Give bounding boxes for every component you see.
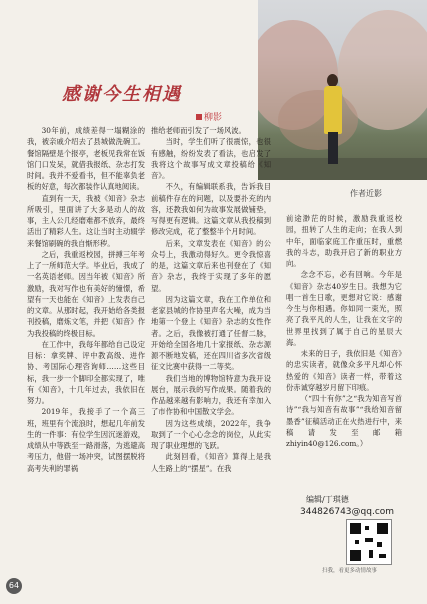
paragraph: 因为这篇文章，我在工作单位和老家县城的作协里声名大噪，成为当地第一个登上《知音》杂志的女性作者。之后，我像被打通了任督二脉，开始给全国各地几十家报纸、杂志源源不断地发稿，还在四川省多次省级征文比赛中获得一二等奖。 (151, 294, 271, 372)
article-column-1 (27, 125, 145, 474)
author-name: 柳影 (204, 113, 223, 123)
author-photo (258, 0, 427, 180)
qr-finder (350, 523, 361, 534)
contact-email[interactable]: 344826743@qq.com (300, 507, 395, 517)
paragraph: 直到有一天，我被《知音》杂志所吸引，里面讲了大多是动人的故事，主人公几经磨难都不放弃，最终活出了精彩人生。这让当时主动辍学来餐馆刷碗的我自惭形秽。 (27, 193, 145, 248)
paragraph: 推给老师而引发了一场风波。 (151, 126, 246, 135)
qr-caption: 扫我，看更多动情故事 (322, 568, 378, 574)
byline-marker-icon (196, 114, 202, 120)
photo-caption: 作者近影 (350, 189, 382, 198)
paragraph: 不久，有编辑联系我，告诉我目前稿件存在的问题，以及要扑充的内容，还教我如何为故事发展做铺垫，写得更有逻辑。这篇文章从我投稿到修改完成，花了整整半个月时间。 (151, 182, 271, 237)
qr-module (379, 554, 386, 558)
qr-module (365, 538, 373, 542)
paragraph: 念念不忘，必有回响。今年是《知音》杂志40岁生日。我想为它唱一首生日歌，更想对它说：感谢今生与你相遇。你如同一束光，照亮了我平凡的人生，让我在文字的世界里找到了属于自己的星辰大海。 (286, 270, 402, 347)
paragraph: 30年前，成绩差得一塌糊涂的我，被亲戚介绍去了县城做洗碗工。餐馆隔壁是个报亭，老板见我常在饭馆门口发呆，就借我报纸、杂志打发时间。我并不爱看书，但不能辜负老板的好意，每次都装作认真地阅读。 (27, 126, 145, 192)
qr-module (369, 550, 373, 558)
qr-finder (350, 550, 361, 561)
paragraph: （“四十有你”之“我为知音写首诗”“我与知音有故事”“我给知音留墨香”征稿活动正在火热进行中，来稿请发至邮箱zhiyin40@126.com。） (286, 394, 402, 448)
blossom-tree-shape (278, 90, 358, 150)
paragraph: 后来，文章发表在《知音》的公众号上，我激动得好久。更令我惊喜的是，这篇文章后来也刊登在了《知音》杂志，我终于实现了多年的愿望。 (151, 238, 271, 293)
qr-code-icon[interactable] (346, 519, 392, 565)
page-number: 64 (6, 578, 22, 594)
paragraph: 前途渺茫的时候，激励我重返校园，扭转了人生的走向；在我人到中年，面临家庭工作重压时，重燃我的斗志，助我开启了新的职业方向。 (286, 214, 402, 268)
paragraph: 因为这些成绩，2022年，我争取到了一个心心念念的岗位，从此实现了职业理想的飞跃。 (151, 418, 271, 450)
qr-module (355, 540, 359, 544)
person-coat (324, 86, 342, 134)
paragraph: 未来的日子，我依旧是《知音》的忠实读者，就像众多平凡却心怀热爱的《知音》读者一样，带着这份赤诚穿越岁月留下印痕。 (286, 349, 402, 392)
person-figure (322, 74, 344, 166)
article-column-2 (151, 125, 271, 474)
qr-module (377, 542, 382, 547)
paragraph: 此刻回看，《知音》算得上是我人生路上的“摆星”。在我 (151, 452, 271, 473)
paragraph: 之后，我重返校园，拼搏三年考上了一所师范大学。毕业后，我成了一名英语老师。因当年被《知音》所激励，我对写作也有美好的憧憬，希望有一天也能在《知音》上发表自己的文章。从那时起，我开始给各类报刊投稿，磨炼文笔，并把《知音》作为我投稿的终极目标。 (27, 249, 145, 338)
qr-finder (377, 523, 388, 534)
paragraph: 在工作中，我每年都给自己设定目标：拿奖牌、评中教高级、进作协、考国际心理咨询师……这些目标，我一步一个脚印全都实现了，唯有《知音》，十几年过去，我依旧在努力。 (27, 339, 145, 405)
author-byline (196, 110, 222, 123)
qr-module (365, 526, 369, 530)
editor-credit: 编辑/丁琪德 (306, 495, 349, 504)
person-legs (328, 132, 338, 164)
article-column-3 (286, 213, 402, 449)
paragraph: 我们当地的博物馆特意为我开设展台，展示我的写作成果。随着我的作品越来越有影响力，我还有幸加入了市作协和中国散文学会。 (151, 373, 271, 417)
page-title: 感谢今生相遇 (62, 84, 182, 105)
paragraph: 2019年，我接手了一个高三班，班里有个流浪时，想起几年前发生的一件事：有位学生因沉迷游戏，成绩从中等跌至一路滑落，为逃避高考压力，他借一场冲突，试图摆脱将高考失利的罪祸 (27, 407, 145, 473)
paragraph: 当时，学生们听了很震惊，也很有感触，纷纷发表了看法，也启发了我将这个故事写成文章投稿给《知音》。 (151, 137, 271, 180)
